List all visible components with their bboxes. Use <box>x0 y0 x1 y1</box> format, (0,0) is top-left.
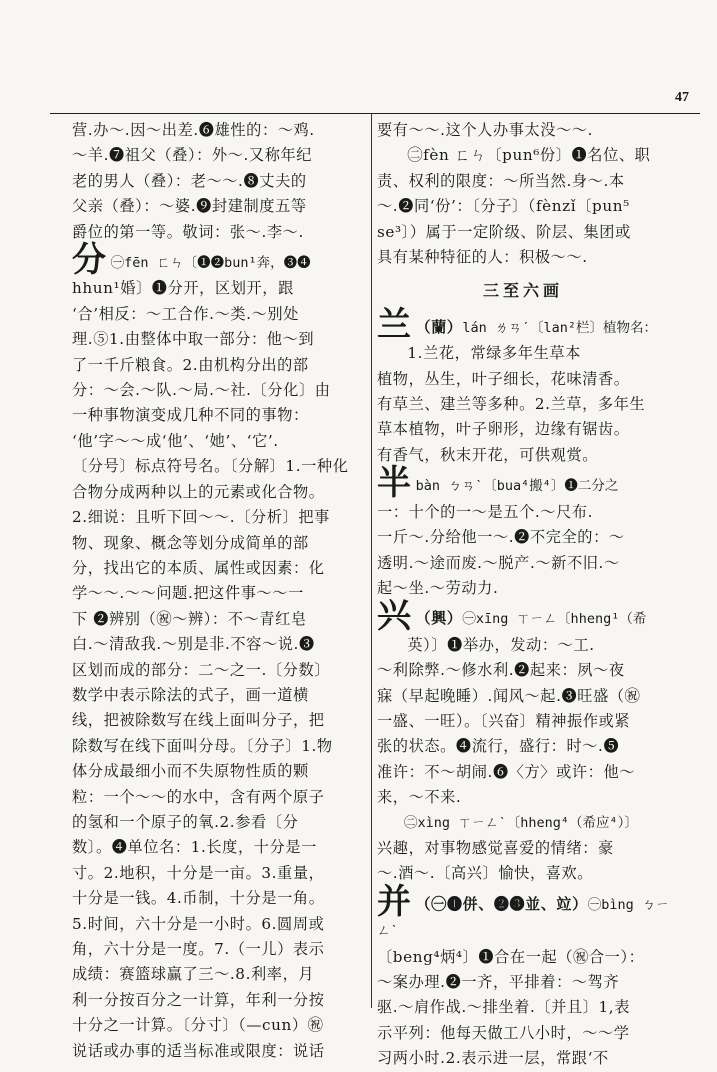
text-line: 示平列：他每天做工八小时，～～学 <box>377 1023 630 1042</box>
text-line: 一种事物演变成几种不同的事物： <box>72 406 309 425</box>
text-line: 草本植物，叶子卵形，边缘有锯齿。 <box>377 420 630 439</box>
text-line: 习两小时.2.表示进一层，常跟‘不 <box>377 1049 609 1068</box>
text-line: 老的男人（叠）：老～～.❽丈夫的 <box>72 171 307 190</box>
left-column <box>72 118 362 1060</box>
text-line: 下 ❷辨别（㊗～辨）：不～青红皂 <box>72 609 307 628</box>
section-heading: 三至六画 <box>482 281 563 301</box>
text-line: ～案办理.❷一齐，平排着：～驾齐 <box>377 973 620 991</box>
column-divider <box>371 113 372 1008</box>
text-line: 区划而成的部分：二～之一.〔分数〕 <box>72 660 331 679</box>
text-line: 起～坐.～劳动力. <box>377 578 499 597</box>
text-line: 分：～会.～队.～局.～社.〔分化〕由 <box>72 381 331 400</box>
text-line: 兴趣，对事物感觉喜爱的情绪：豪 <box>377 838 614 857</box>
text-line: 合物分成两种以上的元素或化合物。 <box>72 482 325 501</box>
headword: 兴 <box>377 596 412 637</box>
text-line: 一斤～.分给他一～.❷不完全的：～ <box>377 528 625 547</box>
entry-head <box>377 596 669 637</box>
text-line: 了一千斤粮食。2.由机构分出的部 <box>72 355 309 374</box>
text-line: 有香气，秋末开花，可供观赏。 <box>377 445 599 464</box>
text-line: 2.细说：且听下回～～.〔分析〕把事 <box>72 508 330 527</box>
entry-head <box>377 463 669 504</box>
text-line: 爵位的第一等。敬词：张～.李～. <box>72 222 304 241</box>
text-line: 角，六十分是一度。7.（一儿）表示 <box>72 940 325 958</box>
pronunciation: ㊁xìng ㄒㄧㄥˋ〔hheng⁴（希应⁴）〕 <box>404 814 638 831</box>
text-line: 十分是一钱。4.币制，十分是一角。 <box>72 889 325 908</box>
text-line: ‘他’字～～成‘他’、‘她’、‘它’. <box>72 431 279 450</box>
text-line: 5.时间，六十分是一小时。6.圆周或 <box>72 914 325 933</box>
entry-head <box>377 881 670 945</box>
text-line: 利一分按百分之一计算，年利一分按 <box>72 990 325 1009</box>
text-line: 一盛、一旺）。〔兴奋〕精神振作或紧 <box>377 711 631 730</box>
text-line: 英）〕❶举办，发动：～工. <box>407 635 595 654</box>
text-line: hhun¹婚〕❶分开，区划开，跟 <box>72 279 294 298</box>
pronunciation: bàn ㄅㄢˋ〔bua⁴搬⁴〕❶二分之 <box>415 478 619 495</box>
text-line: 成绩：赛篮球赢了三～.8.利率，月 <box>72 965 315 984</box>
text-line: 十分之一计算。〔分寸〕（—cun）㊗ <box>72 1016 324 1035</box>
text-line: 植物，丛生，叶子细长，花味清香。 <box>377 369 630 388</box>
entry-lan <box>377 304 669 468</box>
text-line: 理.⑤1.由整体中取一部分：他～到 <box>72 330 315 349</box>
text-line: 要有～～.这个人办事太没～～. <box>377 121 594 139</box>
headword: 兰 <box>377 304 412 345</box>
text-line: 准许：不～胡闹.❻〈方〉或许：他～ <box>377 762 636 781</box>
text-line: 〔分号〕标点符号名。〔分解〕1.一种化 <box>72 457 349 476</box>
text-line: 线，把被除数写在线上面叫分子，把 <box>72 711 325 730</box>
text-line: 透明.～途而废.～脱产.～新不旧.～ <box>377 553 620 572</box>
text-line: 张的状态。❹流行，盛行：时～.❺ <box>377 737 620 756</box>
text-line: 有草兰、建兰等多种。2.兰草，多年生 <box>377 395 646 414</box>
text-line: 体分成最细小而不失原物性质的颗 <box>72 762 309 781</box>
text-line: 责、权利的限度：～所当然.身～.本 <box>377 171 625 190</box>
headword: 分 <box>72 240 107 281</box>
variant-form: （㊀❶併、❷❸並、竝） <box>415 894 588 913</box>
entry-ban <box>377 463 669 601</box>
text-line: 一：十个的一～是五个.～尺布. <box>377 502 594 521</box>
right-column <box>377 118 670 1068</box>
continuation-text <box>72 118 362 245</box>
entry-fen-second-reading <box>377 143 669 270</box>
text-line: 的氢和一个原子的氧.2.参看〔分 <box>72 812 299 831</box>
entry-bing <box>377 881 670 1072</box>
text-line: 分，找出它的本质、属性或因素：化 <box>72 558 325 577</box>
variant-form: （蘭） <box>415 317 463 336</box>
text-line: 驱.～肩作战.～排坐着.〔并且〕1,表 <box>377 998 630 1017</box>
entry-head <box>72 240 362 281</box>
text-line: 〔beng⁴炳⁴〕❶合在一起（㊗合一）： <box>377 947 645 966</box>
headword: 半 <box>377 463 412 504</box>
headword: 并 <box>377 881 412 922</box>
pronunciation: ㊀bìng ㄅㄧㄥˋ <box>377 896 670 940</box>
text-line: ㊁fèn ㄈㄣ〔pun⁶份〕❶名位、职 <box>407 146 651 165</box>
text-line: ～.酒～.〔高兴〕愉快，喜欢。 <box>377 864 594 883</box>
entry-head <box>377 304 669 345</box>
text-line: 说话或办事的适当标准或限度：说话 <box>72 1041 325 1060</box>
text-line: 学～～.～～问题.把这件事～～一 <box>72 584 304 603</box>
pronunciation: ㊀xīng ㄒㄧㄥ〔hheng¹（希 <box>462 611 647 628</box>
entry-xing <box>377 596 669 886</box>
entry-fen <box>72 240 362 1064</box>
text-line: 物、现象、概念等划分成简单的部 <box>72 533 309 552</box>
text-line: 白.～清敌我.～别是非.不容～说.❸ <box>72 635 315 654</box>
text-line: 除数写在线下面叫分母。〔分子〕1.物 <box>72 736 333 755</box>
header-rule <box>50 113 700 114</box>
text-line: 寸。2.地积，十分是一亩。3.重量， <box>72 863 325 882</box>
pronunciation: lán ㄌㄢˊ〔lan²栏〕植物名： <box>462 319 658 336</box>
text-line: ‘合’相反：～工合作.～类.～别处 <box>72 304 299 323</box>
text-line: 1.兰花，常绿多年生草本 <box>407 344 581 363</box>
text-line: 来，～不来. <box>377 788 462 807</box>
text-line: se³〕）属于一定阶级、阶层、集团或 <box>377 222 631 241</box>
text-line: 粒：一个～～的水中，含有两个原子 <box>72 787 325 806</box>
text-line: ～羊.❼祖父（叠）：外～.又称年纪 <box>72 146 313 165</box>
text-line: 营.办～.因～出差.❻雄性的：～鸡. <box>72 121 315 139</box>
text-line: ～.❷同‘份’：〔分子〕（fènzǐ〔pun⁵ <box>377 197 630 216</box>
text-line: 数学中表示除法的式子，画一道横 <box>72 685 309 704</box>
text-line: ～利除弊.～修水利.❷起来：夙～夜 <box>377 661 625 680</box>
page-number: 47 <box>675 90 689 105</box>
text-line: 数〕。❹单位名：1.长度，十分是一 <box>72 838 317 857</box>
text-line: 具有某种特征的人：积极～～. <box>377 248 588 267</box>
pronunciation: ㊀fēn ㄈㄣ〔❶❷bun¹奔，❸❹ <box>110 255 311 272</box>
text-line: 父亲（叠）：～婆.❾封建制度五等 <box>72 197 307 216</box>
text-line: 寐（早起晚睡）.闻风～起.❸旺盛（㊗ <box>377 686 641 705</box>
variant-form: （興） <box>415 609 463 628</box>
